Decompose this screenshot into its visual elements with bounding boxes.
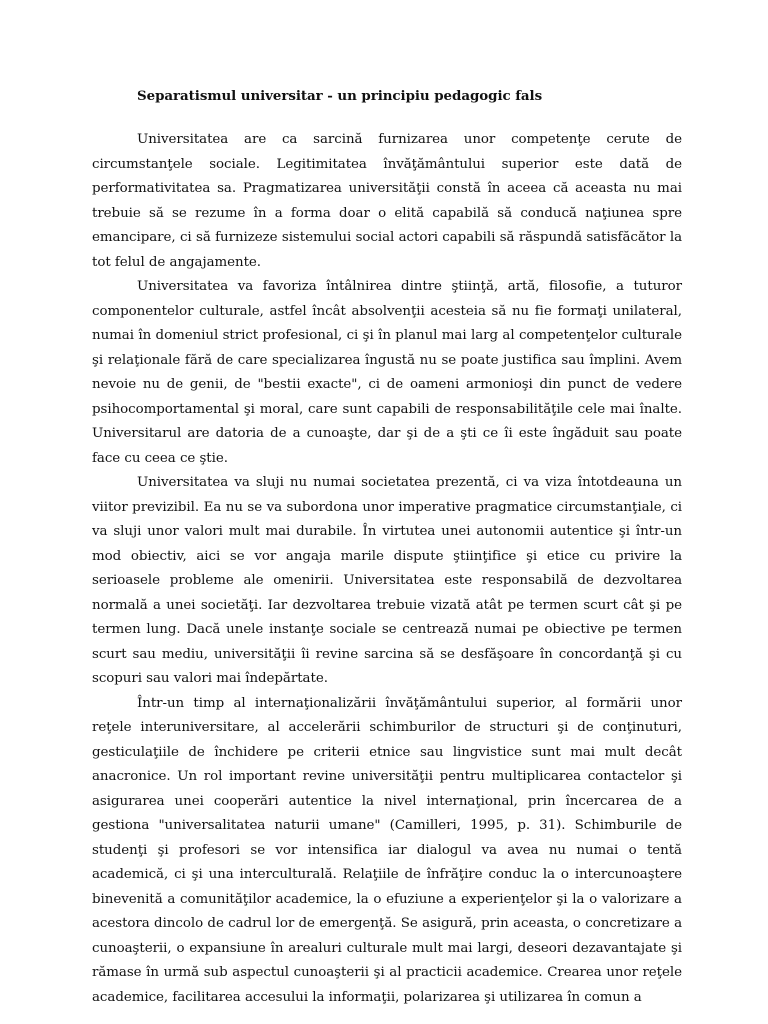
paragraph-1: Universitatea are ca sarcină furnizarea unor competenţe cerute de circumstanţele sociale. Legitimitatea învăţământului superior este dată de performativitatea sa. Pragmatizarea universităţii constă în aceea că aceasta nu mai trebuie să se rezume în a forma doar o elită capabilă să conducă naţiunea spre emancipare, ci să furnizeze sistemului social actori capabili să răspundă satisfăcător la tot felul de angajamente.	[92, 132, 682, 270]
document-title: Separatismul universitar - un principiu pedagogic fals	[137, 88, 543, 104]
paragraph-2: Universitatea va favoriza întâlnirea dintre ştiinţă, artă, filosofie, a tuturor componentelor culturale, astfel încât absolvenţii acesteia să nu fie formaţi unilateral, numai în domeniul strict profesional, ci şi în planul mai larg al competenţelor culturale şi relaţionale fără de care specializarea îngustă nu se poate justifica sau împlini. Avem nevoie nu de genii, de "bestii exacte", ci de oameni armonioşi din punct de vedere psihocomportamental şi moral, care sunt capabili de responsabilităţile cele mai înalte. Universitarul are datoria de a cunoaşte, dar şi de a şti ce îi este îngăduit sau poate face cu ceea ce ştie.	[92, 279, 682, 466]
paragraph-3: Universitatea va sluji nu numai societatea prezentă, ci va viza întotdeauna un viitor previzibil. Ea nu se va subordona unor imperative pragmatice circumstanţiale, ci va sluji unor valori mult mai durabile. În virtutea unei autonomii autentice şi într-un mod obiectiv, aici se vor angaja marile dispute ştiinţifice şi etice cu privire la serioasele probleme ale omenirii. Universitatea este responsabilă de dezvoltarea normală a unei societăţi. Iar dezvoltarea trebuie vizată atât pe termen scurt cât şi pe termen lung. Dacă unele instanţe sociale se centrează numai pe obiective pe termen scurt sau mediu, universităţii îi revine sarcina să se desfăşoare în concordanţă şi cu scopuri sau valori mai îndepărtate.	[92, 475, 682, 686]
document-body	[92, 84, 682, 1010]
paragraph-4: Într-un timp al internaţionalizării învăţământului superior, al formării unor reţele interuniversitare, al accelerării schimburilor de structuri şi de conţinuturi, gesticulaţiile de închidere pe criterii etnice sau lingvistice sunt mai mult decât anacronice. Un rol important revine universităţii pentru multiplicarea contactelor şi asigurarea unei cooperări autentice la nivel internaţional, prin încercarea de a gestiona "universalitatea naturii umane" (Camilleri, 1995, p. 31). Schimburile de studenţi şi profesori se vor intensifica iar dialogul va avea nu numai o tentă academică, ci şi una interculturală. Relaţiile de înfrăţire conduc la o intercunoaştere binevenită a comunităţilor academice, la o efuziune a experienţelor şi la o valorizare a acestora dincolo de cadrul lor de emergenţă. Se asigură, prin aceasta, o concretizare a cunoaşterii, o expansiune în arealuri culturale mult mai largi, deseori dezavantajate şi rămase în urmă sub aspectul cunoaşterii şi al practicii academice. Crearea unor reţele academice, facilitarea accesului la informaţii, polarizarea şi utilizarea în comun a	[92, 695, 682, 1005]
